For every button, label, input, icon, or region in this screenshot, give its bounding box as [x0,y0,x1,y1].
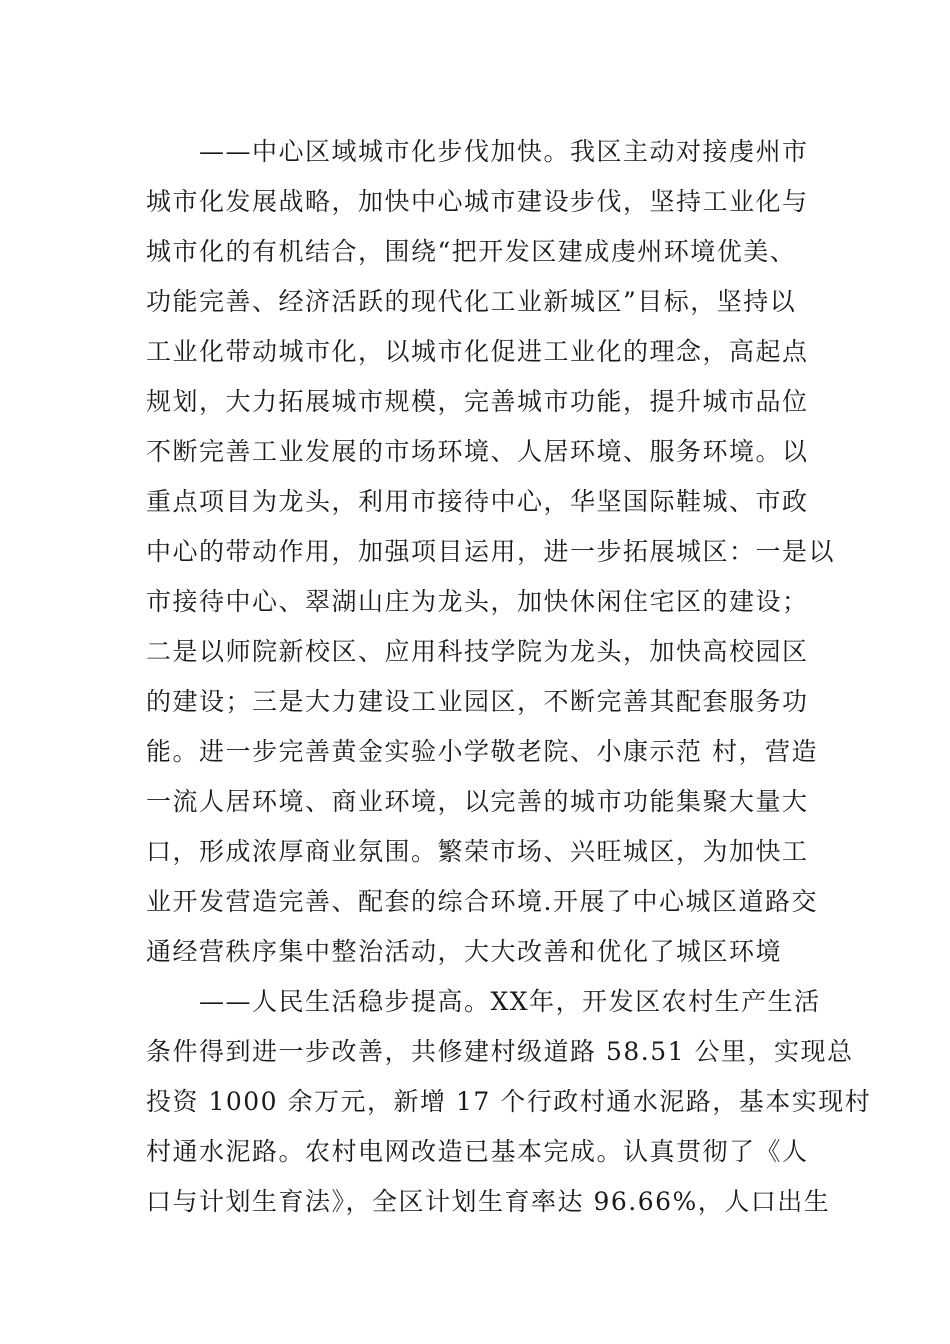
text-line: 功能完善、经济活跃的现代化工业新城区”目标，坚持以 [146,287,797,316]
text-line: 投资 1000 余万元，新增 17 个行政村通水泥路，基本实现村 [146,1087,872,1116]
text-line: 中心的带动作用，加强项目运用，进一步拓展城区：一是以 [146,537,836,566]
text-line: 口，形成浓厚商业氛围。繁荣市场、兴旺城区，为加快工 [146,837,809,866]
text-line: 一流人居环境、商业环境，以完善的城市功能集聚大量大 [146,787,809,816]
text-line: 业开发营造完善、配套的综合环境.开展了中心城区道路交 [146,887,818,916]
text-line: 通经营秩序集中整治活动，大大改善和优化了城区环境 [146,937,783,966]
text-line: 不断完善工业发展的市场环境、人居环境、服务环境。以 [146,437,809,466]
text-line: 村通水泥路。农村电网改造已基本完成。认真贯彻了《人 [146,1137,809,1166]
text-line: 工业化带动城市化，以城市化促进工业化的理念，高起点 [146,337,809,366]
text-line: 重点项目为龙头，利用市接待中心，华坚国际鞋城、市政 [146,487,809,516]
text-line: 能。进一步完善黄金实验小学敬老院、小康示范 村，营造 [146,737,818,766]
text-line: 城市化的有机结合，围绕“把开发区建成虔州环境优美、 [146,237,797,266]
text-line: ——中心区域城市化步伐加快。我区主动对接虔州市 [146,137,809,166]
text-line: 口与计划生育法》，全区计划生育率达 96.66%，人口出生 [146,1187,831,1216]
body-text [146,127,872,1227]
text-line: 条件得到进一步改善，共修建村级道路 58.51 公里，实现总 [146,1037,854,1066]
text-line: 规划，大力拓展城市规模，完善城市功能，提升城市品位 [146,387,809,416]
text-line: 二是以师院新校区、应用科技学院为龙头，加快高校园区 [146,637,809,666]
text-line: 的建设；三是大力建设工业园区，不断完善其配套服务功 [146,687,809,716]
text-line: 城市化发展战略，加快中心城市建设步伐，坚持工业化与 [146,187,809,216]
text-line: ——人民生活稳步提高。XX年，开发区农村生产生活 [146,987,821,1016]
text-line: 市接待中心、翠湖山庄为龙头，加快休闲住宅区的建设； [146,587,809,616]
